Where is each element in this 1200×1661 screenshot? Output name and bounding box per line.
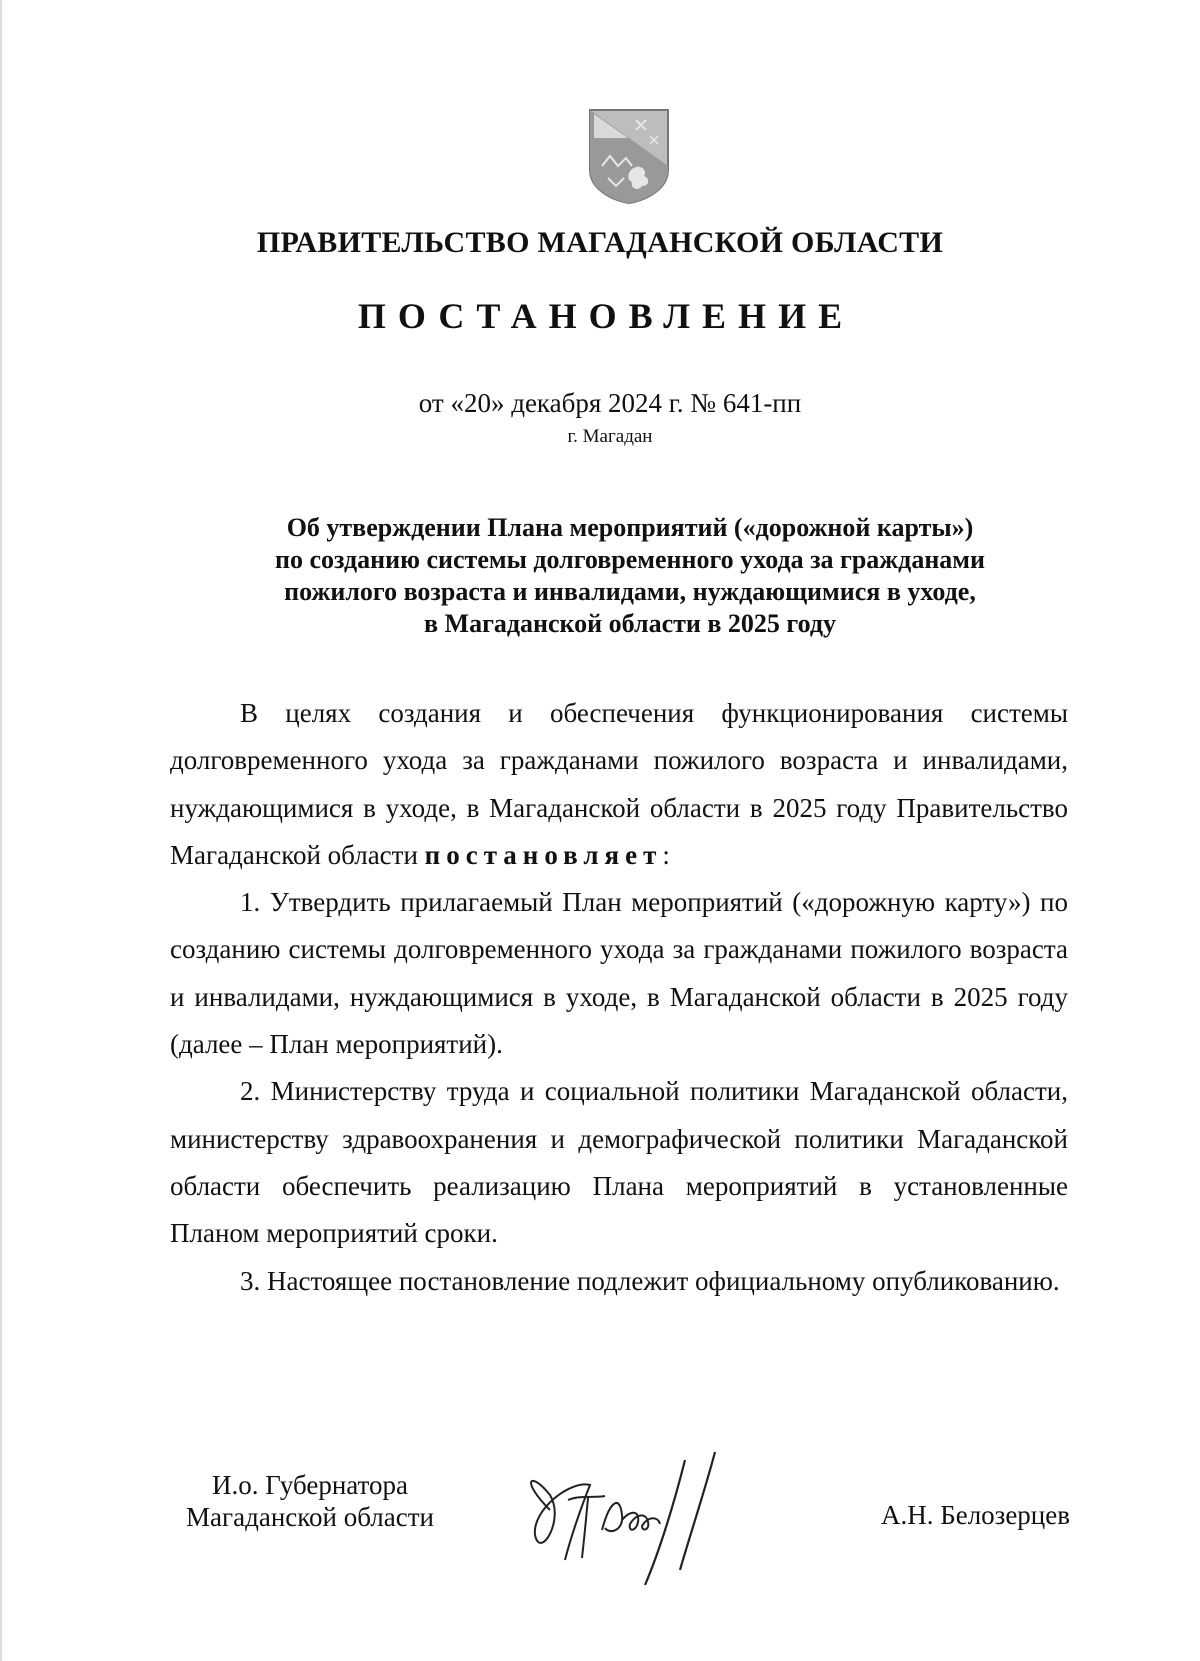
handwritten-signature-icon: [510, 1440, 770, 1590]
signatory-position-line: Магаданской области: [186, 1502, 434, 1532]
preamble-paragraph: [170, 690, 1068, 879]
document-title: [170, 512, 1090, 640]
signatory-position: [170, 1469, 450, 1533]
coat-of-arms-icon: [588, 108, 670, 204]
document-type: ПОСТАНОВЛЕНИЕ: [357, 296, 855, 336]
signatory-name: А.Н. Белозерцев: [880, 1500, 1070, 1530]
signatory-position-line: И.о. Губернатора: [211, 1470, 408, 1500]
decides-suffix: :: [662, 839, 670, 870]
document-place: г. Магадан: [567, 426, 653, 447]
title-line: по созданию системы долговременного ухода за гражданами: [275, 545, 985, 574]
document-date-number: от «20» декабря 2024 г. № 641-пп: [418, 388, 802, 418]
document-body: [170, 690, 1068, 1305]
preamble-text: В целях создания и обеспечения функционирования системы долговременного ухода за гражданами пожилого возраста и инвалидами, нуждающимися в уходе, в Магаданской области в 2025 году Правительство Магаданской области: [170, 698, 1068, 870]
title-line: в Магаданской области в 2025 году: [423, 609, 836, 638]
decides-word: постановляет: [424, 839, 663, 870]
organization-name: ПРАВИТЕЛЬСТВО МАГАДАНСКОЙ ОБЛАСТИ: [256, 226, 944, 259]
item-1-paragraph: 1. Утвердить прилагаемый План мероприятий («дорожную карту») по созданию системы долговременного ухода за гражданами пожилого возраста и инвалидами, нуждающимися в уходе, в Магаданской области в 2025 году (далее – План мероприятий).: [170, 887, 1068, 1060]
item-3-paragraph: 3. Настоящее постановление подлежит официальному опубликованию.: [240, 1265, 1060, 1296]
title-line: Об утверждении Плана мероприятий («дорожной карты»): [286, 513, 974, 542]
item-2-paragraph: 2. Министерству труда и социальной политики Магаданской области, министерству здравоохранения и демографической политики Магаданской области обеспечить реализацию Плана мероприятий в установленные Планом мероприятий сроки.: [170, 1076, 1068, 1249]
title-line: пожилого возраста и инвалидами, нуждающимися в уходе,: [284, 577, 976, 606]
